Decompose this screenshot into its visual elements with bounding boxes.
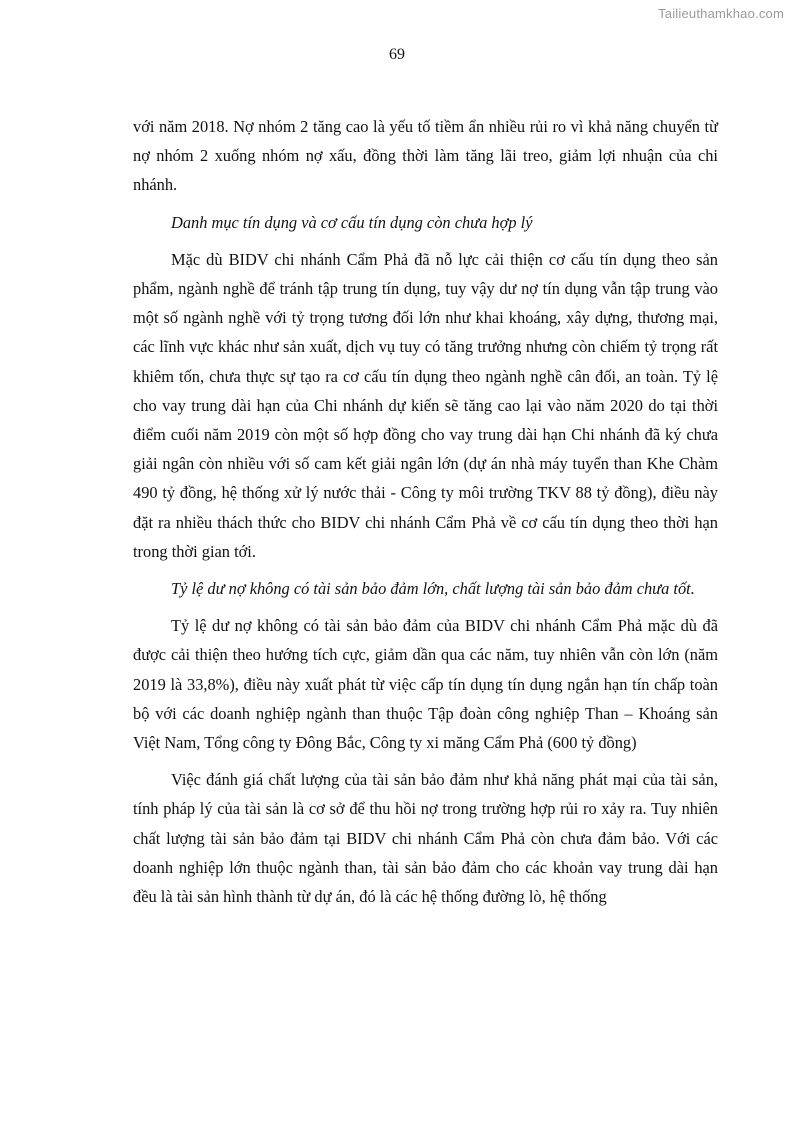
watermark-text: Tailieuthamkhao.com <box>658 6 784 21</box>
paragraph-continuation: với năm 2018. Nợ nhóm 2 tăng cao là yếu tố tiềm ẩn nhiều rủi ro vì khả năng chuyển từ nợ nhóm 2 xuống nhóm nợ xấu, đồng thời làm tăng lãi treo, giảm lợi nhuận của chi nhánh. <box>133 117 718 195</box>
paragraph-collateral-quality: Việc đánh giá chất lượng của tài sản bảo đảm như khả năng phát mại của tài sản, tính pháp lý của tài sản là cơ sở để thu hồi nợ trong trường hợp rủi ro xảy ra. Tuy nhiên chất lượng tài sản bảo đảm tại BIDV chi nhánh Cẩm Phả còn chưa đảm bảo. Với các doanh nghiệp lớn thuộc ngành than, tài sản bảo đảm cho các khoản vay trung dài hạn đều là tài sản hình thành từ dự án, đó là các hệ thống đường lò, hệ thống <box>133 770 718 907</box>
section-heading-credit-portfolio: Danh mục tín dụng và cơ cấu tín dụng còn chưa hợp lý <box>171 212 533 232</box>
page-number: 69 <box>389 46 405 63</box>
document-body <box>133 112 718 919</box>
paragraph-credit-structure: Mặc dù BIDV chi nhánh Cẩm Phả đã nỗ lực cải thiện cơ cấu tín dụng theo sản phẩm, ngành nghề để tránh tập trung tín dụng, tuy vậy dư nợ tín dụng vẫn tập trung vào một số ngành nghề với tỷ trọng tương đối lớn như khai khoáng, xây dựng, thương mại, các lĩnh vực khác như sản xuất, dịch vụ tuy có tăng trưởng nhưng còn chiếm tỷ trọng rất khiêm tốn, chưa thực sự tạo ra cơ cấu tín dụng theo ngành nghề cân đối, an toàn. Tỷ lệ cho vay trung dài hạn của Chi nhánh dự kiến sẽ tăng cao lại vào năm 2020 do tại thời điểm cuối năm 2019 còn một số hợp đồng cho vay trung dài hạn Chi nhánh đã ký chưa giải ngân còn nhiều với số cam kết giải ngân lớn (dự án nhà máy tuyển than Khe Chàm 490 tỷ đồng, hệ thống xử lý nước thải - Công ty môi trường TKV 88 tỷ đồng), điều này đặt ra nhiều thách thức cho BIDV chi nhánh Cẩm Phả về cơ cấu tín dụng theo thời hạn trong thời gian tới. <box>133 249 718 561</box>
paragraph-unsecured-ratio: Tỷ lệ dư nợ không có tài sản bảo đảm của BIDV chi nhánh Cẩm Phả mặc dù đã được cải thiện theo hướng tích cực, giảm dần qua các năm, tuy nhiên vẫn còn lớn (năm 2019 là 33,8%), điều này xuất phát từ việc cấp tín dụng tín dụng ngắn hạn tín chấp toàn bộ với các doanh nghiệp ngành than thuộc Tập đoàn công nghiệp Than – Khoáng sản Việt Nam, Tổng công ty Đông Bắc, Công ty xi măng Cẩm Phả (600 tỷ đồng) <box>133 616 718 753</box>
section-heading-unsecured-loans: Tỷ lệ dư nợ không có tài sản bảo đảm lớn, chất lượng tài sản bảo đảm chưa tốt. <box>171 579 695 599</box>
